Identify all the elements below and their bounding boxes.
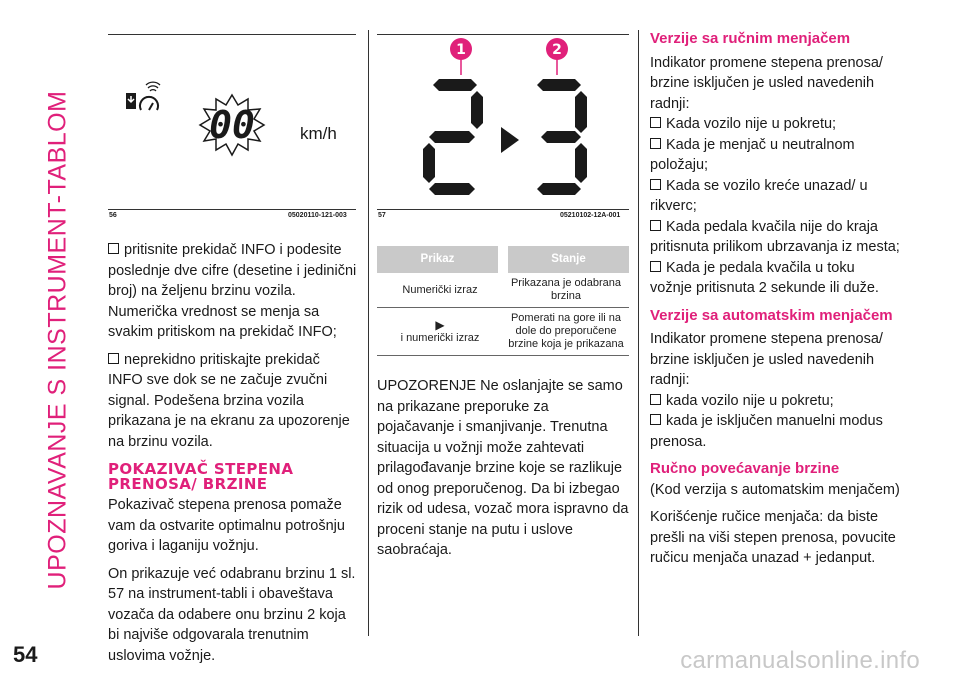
- paragraph: Pokazivač stepena prenosa pomaže vam da ostvarite optimalnu potrošnju goriva i laganiju vožnju.: [108, 497, 345, 554]
- suggested-gear-digit: [537, 79, 587, 195]
- paragraph: Korišćenje ručice menjača: da biste prešli na viši stepen prenosa, povucite ručicu menjača unazad + jedanput.: [650, 509, 896, 566]
- column-1-text: [108, 240, 358, 673]
- subheading-manual-upshift: Ručno povećavanje brzine: [650, 460, 840, 477]
- table-header-display: Prikaz: [377, 246, 503, 273]
- paragraph: Indikator promene stepena prenosa/ brzine isključen je usled navedenih radnji:: [650, 331, 883, 388]
- subheading-manual: Verzije sa ručnim menjačem: [650, 30, 851, 47]
- figure-57-code: 05210102-12A-001: [560, 212, 621, 219]
- column-divider-2: [638, 30, 639, 636]
- table-row: Numerički izraz Prikazana je odabrana brzina: [377, 273, 629, 308]
- figure-57-number: 57: [378, 212, 386, 219]
- page-number: 54: [13, 642, 38, 667]
- section-side-title: UPOZNAVANJE S INSTRUMENT-TABLOM: [43, 90, 72, 590]
- figure-56-number: 56: [109, 212, 117, 219]
- bullet-item: Kada se vozilo kreće unazad/ u rikverc;: [650, 177, 868, 214]
- bullet-item: Kada pedala kvačila nije do kraja pritisnuta prilikom ubrzavanja iz mesta;: [650, 218, 900, 255]
- bullet-item: neprekidno pritiskajte prekidač INFO sve dok se ne začuje zvučni signal. Podešena brzina vozila prikazana je na ekranu za upozorenje na brzinu vozila.: [108, 351, 350, 450]
- speed-display-illustration: [108, 35, 356, 209]
- bullet-item: kada vozilo nije u pokretu;: [650, 391, 900, 412]
- table-row: ▶ i numerički izraz Pomerati na gore ili na dole do preporučene brzine koja je prikazana: [377, 308, 629, 356]
- current-gear-digit: [423, 79, 483, 195]
- column-3-text: [650, 29, 900, 576]
- bullet-item: kada je isključen manuelni modus prenosa.: [650, 413, 883, 450]
- speed-unit: km/h: [300, 124, 337, 143]
- figure-56-code: 05020110-121-003: [288, 212, 347, 219]
- bullet-item: pritisnite prekidač INFO i podesite poslednje dve cifre (desetine i jedinični broj) na željenu brzinu vozila. Numerička vrednost se menja sa svakim pritiskom na prekidač INFO;: [108, 242, 357, 340]
- svg-text:1: 1: [456, 42, 466, 58]
- subheading-automatic: Verzije sa automatskim menjačem: [650, 306, 893, 324]
- shift-arrow-icon: [501, 127, 519, 153]
- paragraph: Indikator promene stepena prenosa/ brzine isključen je usled navedenih radnji:: [650, 54, 883, 112]
- paragraph: (Kod verzija s automatskim menjačem): [650, 481, 900, 498]
- watermark: carmanualsonline.info: [680, 647, 920, 674]
- speed-limit-icon: [126, 82, 160, 110]
- section-heading: POKAZIVAČ STEPENA PRENOSA/ BRZINE: [108, 460, 294, 493]
- shift-arrow-symbol: ▶: [435, 317, 445, 332]
- bullet-item: Kada je menjač u neutralnom položaju;: [650, 136, 855, 173]
- speed-digits: 00: [209, 103, 255, 147]
- checkbox-bullet-icon: [108, 353, 119, 364]
- column-divider-1: [368, 30, 369, 636]
- paragraph: On prikazuje već odabranu brzinu 1 sl. 57 na instrument-tabli i obaveštava vozača da odabere onu brzinu 2 koja bi najviše odgovarala trenutnim uslovima vožnje.: [108, 565, 356, 664]
- callout-marker-1: [450, 38, 472, 75]
- checkbox-bullet-icon: [108, 243, 119, 254]
- warning-paragraph: UPOZORENJE Ne oslanjajte se samo na prikazane preporuke za pojačavanje i smanjivanje. Trenutna situacija u vožnji može zahtevati prilagođavanje brzine koje se razlikuje od onog preporučenog. Da bi izbegao rizik od udesa, vozač mora ispravno da proceni stanje na putu i uslove saobraćaja.: [377, 378, 629, 558]
- table-header-status: Stanje: [503, 246, 629, 273]
- bullet-item: Kada vozilo nije u pokretu;: [650, 114, 900, 135]
- callout-marker-2: [546, 38, 568, 75]
- svg-text:2: 2: [552, 42, 562, 58]
- gear-indicator-table: [377, 246, 629, 356]
- gear-display-illustration: [377, 35, 629, 209]
- figure-56: [108, 34, 356, 210]
- column-2: [377, 246, 629, 568]
- figure-57: [377, 34, 629, 210]
- bullet-item: Kada je pedala kvačila u toku vožnje pritisnuta 2 sekunde ili duže.: [650, 259, 879, 296]
